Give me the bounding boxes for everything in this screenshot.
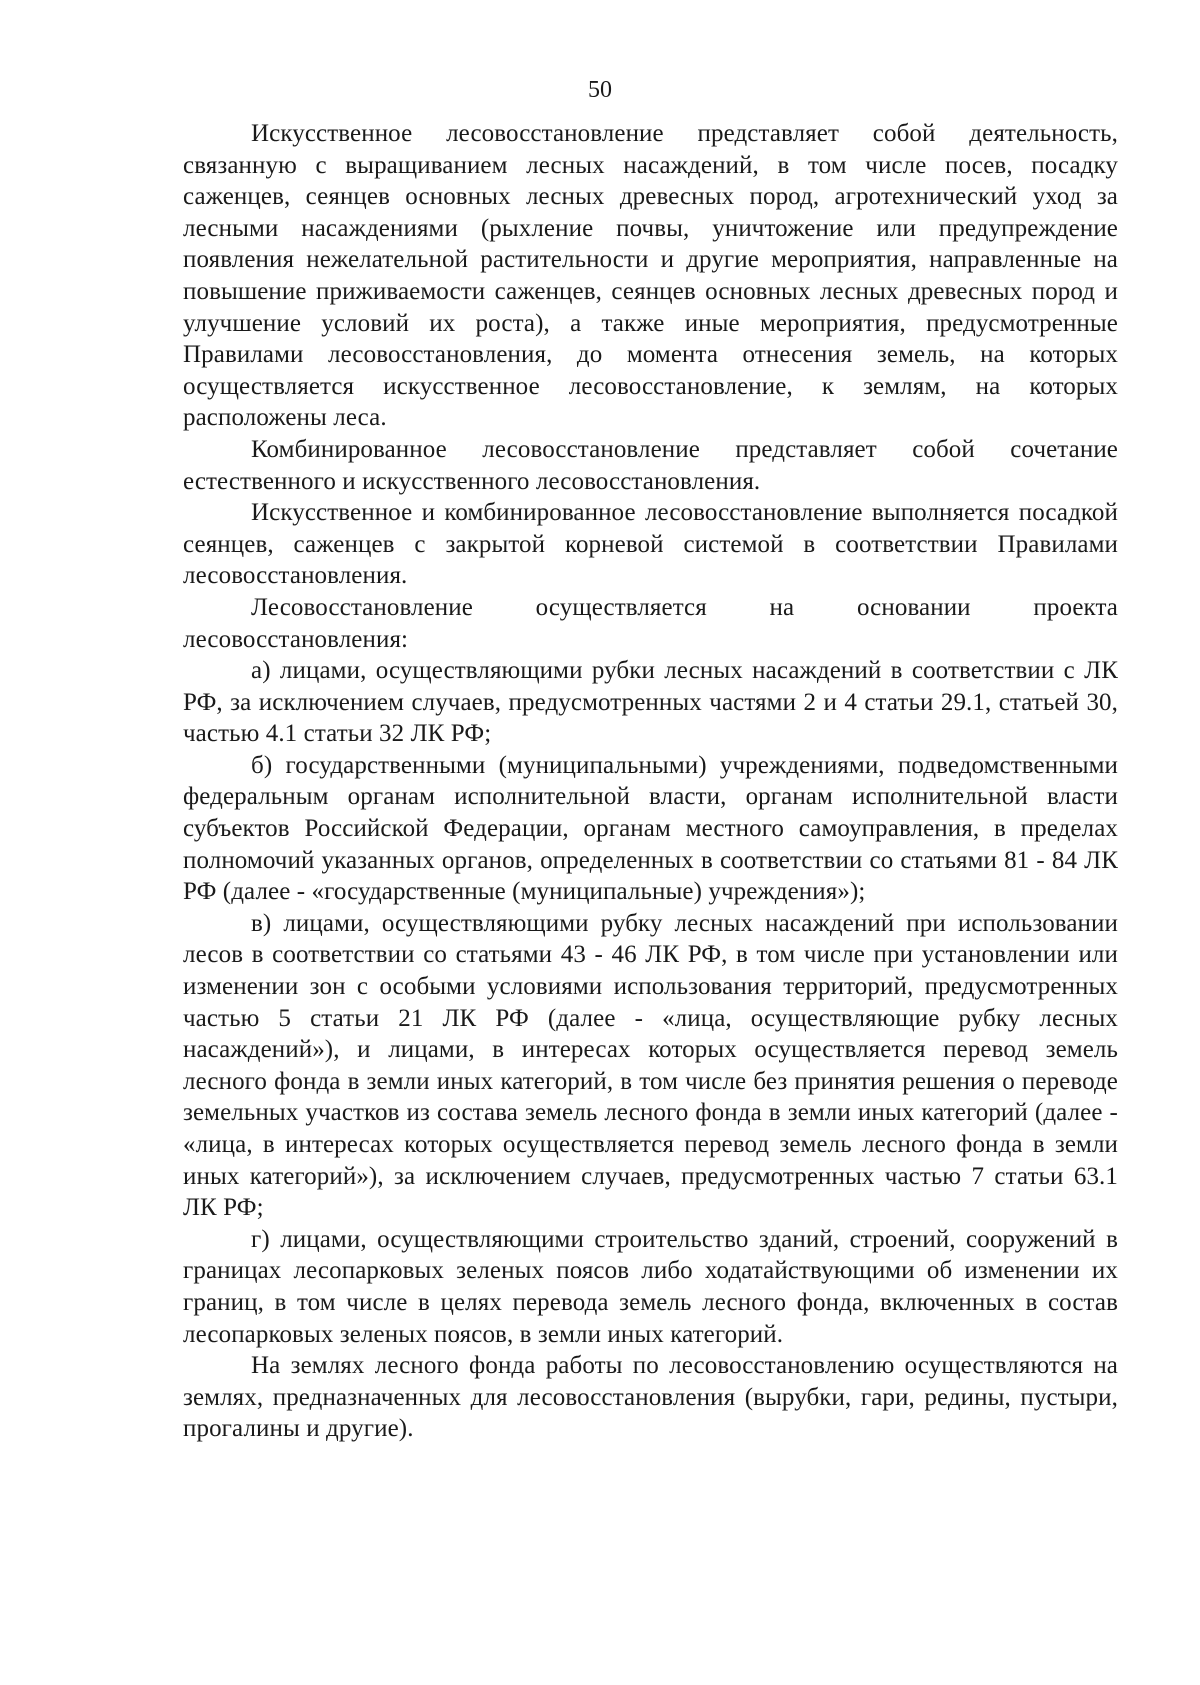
list-item-g: г) лицами, осуществляющими строительство зданий, строений, сооружений в границах лесопарковых зеленых поясов либо ходатайствующими об изменении их границ, в том числе в целях перевода земель лесного фонда, включенных в состав лесопарковых зеленых поясов, в земли иных категорий. — [183, 1225, 1118, 1348]
document-body — [183, 118, 1118, 1445]
paragraph-forest-fund-lands: На землях лесного фонда работы по лесовосстановлению осуществляются на землях, предназначенных для лесовосстановления (вырубки, гари, редины, пустыри, прогалины и другие). — [183, 1352, 1118, 1443]
paragraph-artificial-reforestation: Искусственное лесовосстановление представляет собой деятельность, связанную с выращиванием лесных насаждений, в том числе посев, посадку саженцев, сеянцев основных лесных древесных пород, агротехнический уход за лесными насаждениями (рыхление почвы, уничтожение или предупреждение появления нежелательной растительности и другие мероприятия, направленные на повышение приживаемости саженцев, сеянцев основных лесных древесных пород и улучшение условий их роста), а также иные мероприятия, предусмотренные Правилами лесовосстановления, до момента отнесения земель, на которых осуществляется искусственное лесовосстановление, к землям, на которых расположены леса. — [183, 120, 1118, 432]
list-item-a: а) лицами, осуществляющими рубки лесных насаждений в соответствии с ЛК РФ, за исключением случаев, предусмотренных частями 2 и 4 статьи 29.1, статьей 30, частью 4.1 статьи 32 ЛК РФ; — [183, 657, 1118, 748]
paragraph-project-basis: Лесовосстановление осуществляется на основании проекта лесовосстановления: — [183, 593, 1118, 653]
list-item-b: б) государственными (муниципальными) учреждениями, подведомственными федеральным органам исполнительной власти, органам исполнительной власти субъектов Российской Федерации, органам местного самоуправления, в пределах полномочий указанных органов, определенных в соответствии со статьями 81 - 84 ЛК РФ (далее - «государственные (муниципальные) учреждения»); — [183, 751, 1118, 906]
list-item-v: в) лицами, осуществляющими рубку лесных насаждений при использовании лесов в соответствии со статьями 43 - 46 ЛК РФ, в том числе при установлении или изменении зон с особыми условиями использования территорий, предусмотренных частью 5 статьи 21 ЛК РФ (далее - «лица, осуществляющие рубку лесных насаждений»), и лицами, в интересах которых осуществляется перевод земель лесного фонда в земли иных категорий, в том числе без принятия решения о переводе земельных участков из состава земель лесного фонда в земли иных категорий (далее - «лица, в интересах которых осуществляется перевод земель лесного фонда в земли иных категорий»), за исключением случаев, предусмотренных частью 7 статьи 63.1 ЛК РФ; — [183, 909, 1118, 1222]
paragraph-combined-reforestation: Комбинированное лесовосстановление представляет собой сочетание естественного и искусственного лесовосстановления. — [183, 435, 1118, 495]
page-number: 50 — [588, 77, 612, 103]
paragraph-planting-method: Искусственное и комбинированное лесовосстановление выполняется посадкой сеянцев, саженцев с закрытой корневой системой в соответствии Правилами лесовосстановления. — [183, 499, 1118, 590]
